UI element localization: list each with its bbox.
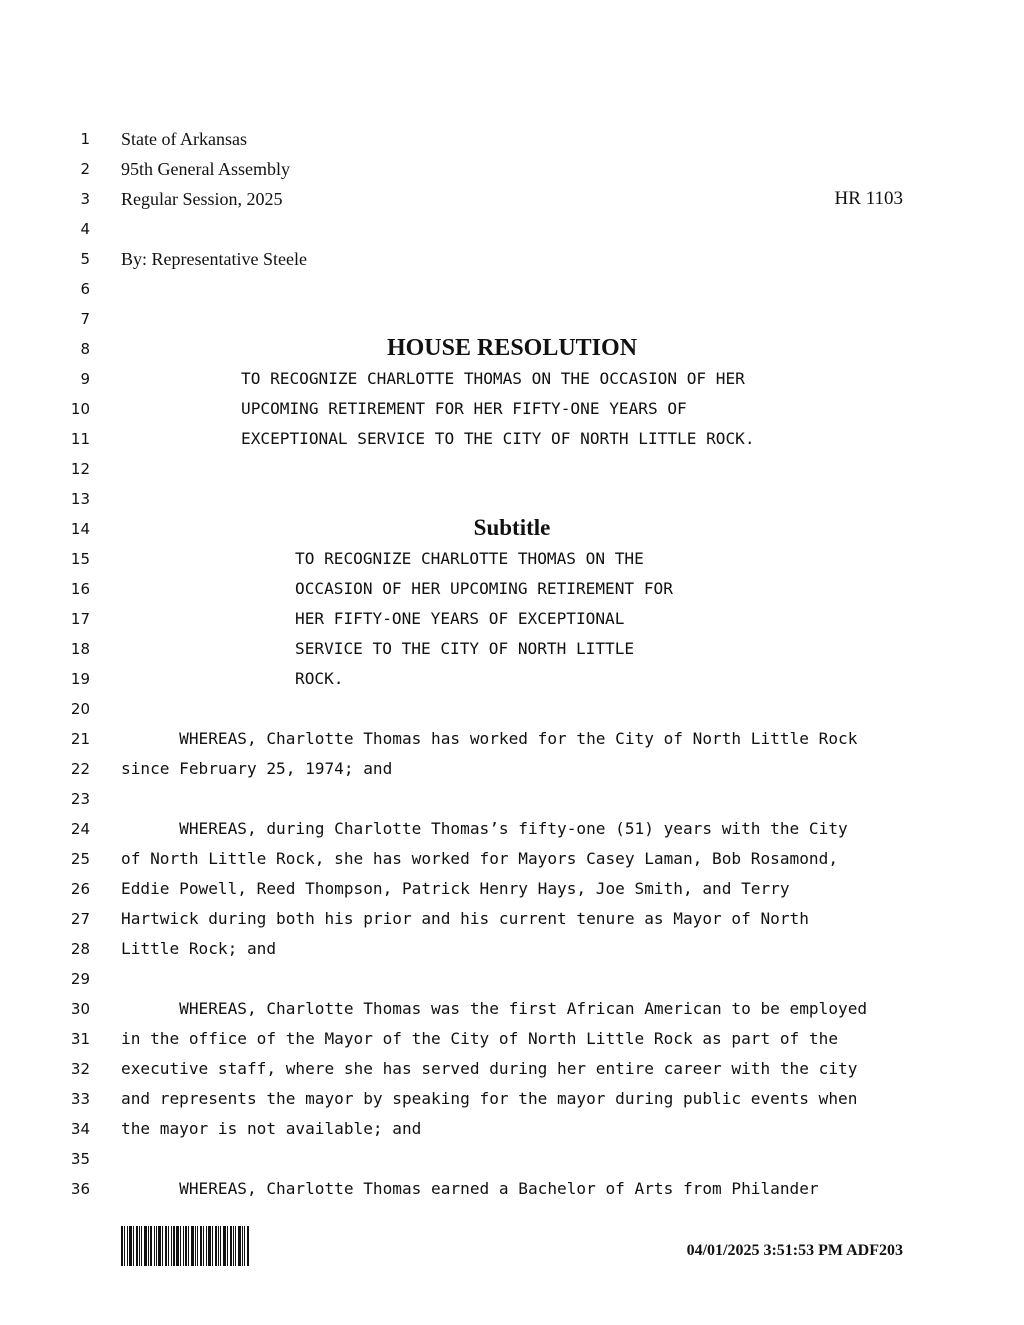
line-number: 18: [70, 640, 90, 658]
line-number: 25: [70, 850, 90, 868]
body-line: and represents the mayor by speaking for the mayor during public events when: [121, 1089, 858, 1108]
body-line: the mayor is not available; and: [121, 1119, 422, 1138]
line-number: 17: [70, 610, 90, 628]
line-number: 31: [70, 1030, 90, 1048]
line-number: 1: [80, 130, 90, 148]
line-number: 2: [80, 160, 90, 178]
subtitle-line: TO RECOGNIZE CHARLOTTE THOMAS ON THE: [295, 549, 644, 568]
line-number: 28: [70, 940, 90, 958]
body-line: WHEREAS, Charlotte Thomas was the first African American to be employed: [121, 999, 868, 1018]
title-line: EXCEPTIONAL SERVICE TO THE CITY OF NORTH LITTLE ROCK.: [241, 429, 755, 448]
line-number: 22: [70, 760, 90, 778]
line-number: 14: [70, 520, 90, 538]
line-number: 21: [70, 730, 90, 748]
assembly-name: 95th General Assembly: [121, 159, 290, 179]
line-number: 9: [80, 370, 90, 388]
subtitle-line: HER FIFTY-ONE YEARS OF EXCEPTIONAL: [295, 609, 625, 628]
title-heading: HOUSE RESOLUTION: [386, 335, 638, 361]
title-line: TO RECOGNIZE CHARLOTTE THOMAS ON THE OCCASION OF HER: [241, 369, 745, 388]
line-number: 24: [70, 820, 90, 838]
barcode-image: [121, 1226, 249, 1266]
subtitle-line: OCCASION OF HER UPCOMING RETIREMENT FOR: [295, 579, 673, 598]
line-number: 23: [70, 790, 90, 808]
line-number: 13: [70, 490, 90, 508]
line-number: 30: [70, 1000, 90, 1018]
line-number: 7: [80, 310, 90, 328]
subtitle-line: ROCK.: [295, 669, 344, 688]
line-number: 4: [80, 220, 90, 238]
line-number: 12: [70, 460, 90, 478]
body-line: executive staff, where she has served during her entire career with the city: [121, 1059, 858, 1078]
body-line: Eddie Powell, Reed Thompson, Patrick Henry Hays, Joe Smith, and Terry: [121, 879, 790, 898]
body-line: WHEREAS, Charlotte Thomas earned a Bachelor of Arts from Philander: [121, 1179, 819, 1198]
subtitle-line: SERVICE TO THE CITY OF NORTH LITTLE: [295, 639, 635, 658]
line-number: 33: [70, 1090, 90, 1108]
line-number: 32: [70, 1060, 90, 1078]
line-number: 11: [70, 430, 90, 448]
document-timestamp: 04/01/2025 3:51:53 PM ADF203: [686, 1242, 903, 1259]
line-number: 15: [70, 550, 90, 568]
body-line: of North Little Rock, she has worked for Mayors Casey Laman, Bob Rosamond,: [121, 849, 839, 868]
session-name: Regular Session, 2025: [121, 189, 283, 209]
line-number: 34: [70, 1120, 90, 1138]
line-number: 16: [70, 580, 90, 598]
line-number: 29: [70, 970, 90, 988]
line-number: 20: [70, 700, 90, 718]
body-line: since February 25, 1974; and: [121, 759, 393, 778]
line-number: 8: [80, 340, 90, 358]
line-number: 3: [80, 190, 90, 208]
line-number: 10: [70, 400, 90, 418]
body-line: WHEREAS, during Charlotte Thomas’s fifty-one (51) years with the City: [121, 819, 848, 838]
line-number: 6: [80, 280, 90, 298]
body-line: Hartwick during both his prior and his current tenure as Mayor of North: [121, 909, 809, 928]
line-number: 27: [70, 910, 90, 928]
line-number: 5: [80, 250, 90, 268]
title-line: UPCOMING RETIREMENT FOR HER FIFTY-ONE YEARS OF: [241, 399, 687, 418]
line-number: 26: [70, 880, 90, 898]
body-line: in the office of the Mayor of the City of North Little Rock as part of the: [121, 1029, 839, 1048]
line-number: 36: [70, 1180, 90, 1198]
sponsor: By: Representative Steele: [121, 249, 307, 269]
body-line: WHEREAS, Charlotte Thomas has worked for the City of North Little Rock: [121, 729, 858, 748]
body-line: Little Rock; and: [121, 939, 277, 958]
state-name: State of Arkansas: [121, 129, 247, 149]
line-number: 19: [70, 670, 90, 688]
line-number: 35: [70, 1150, 90, 1168]
subtitle-heading: Subtitle: [473, 515, 551, 540]
bill-number: HR 1103: [834, 188, 903, 209]
